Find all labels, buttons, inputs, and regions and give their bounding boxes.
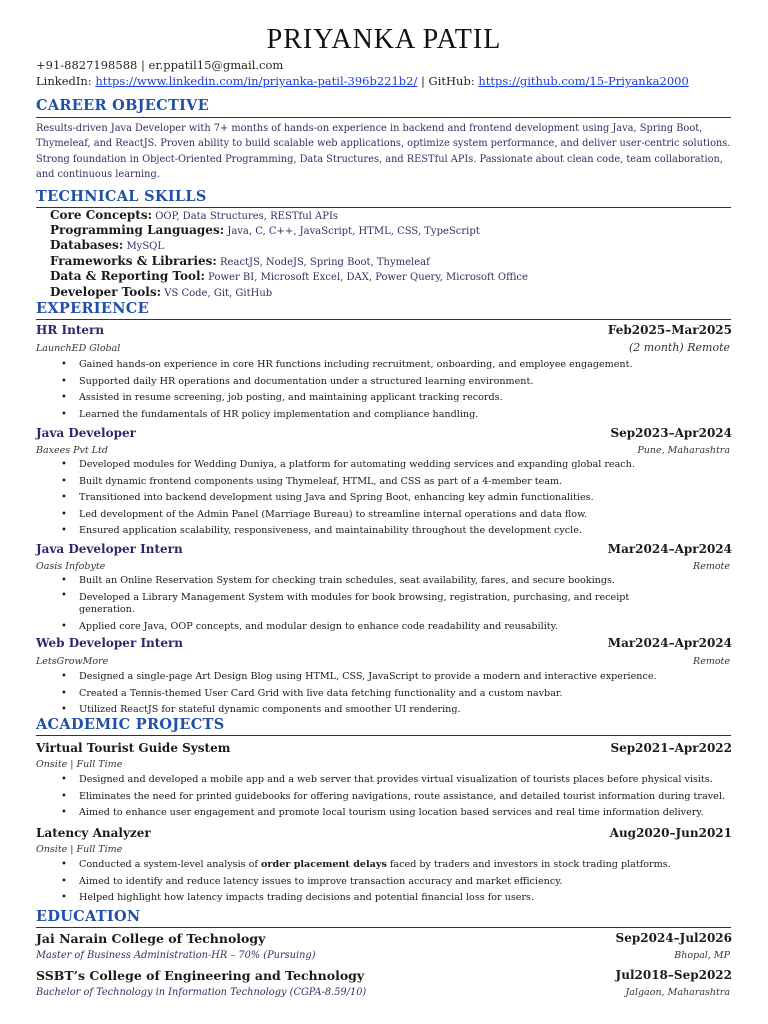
list-item: • Designed and developed a mobile app and a web server that provides virtual visualization of tourists places before physical visits. [79,772,739,789]
project-dates: Aug2020–Jun2021 [609,826,732,840]
skill-label: Core Concepts: [50,208,153,222]
skill-databases [50,238,164,252]
list-item: • Created a Tennis-themed User Card Grid with live data fetching functionality and a custom navbar. [79,686,729,703]
job-organization: Baxees Pvt Ltd [36,445,108,456]
contact-links [36,74,689,88]
school-name: SSBT’s College of Engineering and Technology [36,968,365,983]
job-organization: Oasis Infobyte [36,561,106,572]
list-item: • Aimed to enhance user engagement and promote local tourism using location based services and real time information delivery. [79,805,739,822]
bullet-text: Conducted a system-level analysis of [79,859,262,870]
school-name: Jai Narain College of Technology [36,931,266,946]
skill-label: Programming Languages: [50,223,225,237]
section-divider [36,735,731,736]
skill-value: MySQL [126,241,165,252]
list-item: • Helped highlight how latency impacts trading decisions and potential financial loss for users. [79,890,739,907]
job-bullets [79,457,729,540]
education-heading: EDUCATION [36,908,141,925]
section-divider [36,927,731,928]
skill-value: Power BI, Microsoft Excel, DAX, Power Query, Microsoft Office [208,272,528,283]
bullet-emphasis: order placement delays [261,859,387,870]
skill-label: Data & Reporting Tool: [50,269,205,283]
github-link[interactable]: https://github.com/15-Priyanka2000 [478,74,689,88]
job-location: Pune, Maharashtra [637,445,730,456]
skill-value: ReactJS, NodeJS, Spring Boot, Thymeleaf [220,257,430,268]
project-bullets [79,772,739,822]
degree: Bachelor of Technology in Information Technology (CGPA-8.59/10) [36,987,367,998]
skill-label: Databases: [50,238,124,252]
list-item: • Transitioned into backend development using Java and Spring Boot, enhancing key admin functionalities. [79,490,729,507]
job-title: Java Developer Intern [36,542,183,556]
project-title: Virtual Tourist Guide System [36,741,231,755]
job-bullets [79,573,639,635]
job-dates: Mar2024–Apr2024 [607,636,732,650]
education-location: Jalgaon, Maharashtra [625,987,730,998]
list-item: • Aimed to identify and reduce latency issues to improve transaction accuracy and market efficiency. [79,874,739,891]
list-item: • Eliminates the need for printed guidebooks for offering navigations, route assistance, and detailed tourist information during travel. [79,789,739,806]
job-organization: LaunchED Global [36,343,121,354]
candidate-name: PRIYANKA PATIL [266,24,502,55]
job-location: (2 month) Remote [629,341,730,354]
skill-label: Developer Tools: [50,285,162,299]
project-bullets [79,857,739,907]
section-divider [36,319,731,320]
job-dates: Feb2025–Mar2025 [607,323,732,337]
job-title: Web Developer Intern [36,636,183,650]
experience-heading: EXPERIENCE [36,300,149,317]
project-dates: Sep2021–Apr2022 [610,741,732,755]
linkedin-link[interactable]: https://www.linkedin.com/in/priyanka-patil-396b221b2/ [95,74,418,88]
education-dates: Jul2018–Sep2022 [615,968,732,982]
project-mode: Onsite | Full Time [36,844,123,855]
project-title: Latency Analyzer [36,826,151,840]
list-item: • Supported daily HR operations and documentation under a structured learning environment. [79,374,659,391]
skill-value: VS Code, Git, GitHub [164,288,273,299]
job-organization: LetsGrowMore [36,656,109,667]
education-dates: Sep2024–Jul2026 [615,931,732,945]
skill-programming-languages [50,223,480,237]
skill-value: OOP, Data Structures, RESTful APIs [155,211,339,222]
list-item: • Assisted in resume screening, job posting, and maintaining applicant tracking records. [79,390,659,407]
job-title: HR Intern [36,323,105,337]
section-divider [36,117,731,118]
skill-value: Java, C, C++, JavaScript, HTML, CSS, TypeScript [227,226,480,237]
list-item: • Built an Online Reservation System for checking train schedules, seat availability, fares, and secure bookings. [79,573,639,590]
academic-projects-heading: ACADEMIC PROJECTS [36,716,225,733]
technical-skills-heading: TECHNICAL SKILLS [36,188,207,205]
career-objective-text: Results-driven Java Developer with 7+ months of hands-on experience in backend and frontend development using Java, Spring Boot, Thymeleaf, and ReactJS. Proven ability to build scalable web applications, optimize system performance, and deliver user-centric solutions. Strong foundation in Object-Oriented Programming, Data Structures, and RESTful APIs. Passionate about clean code, team collaboration, and continuous learning. [36,123,731,180]
job-bullets [79,669,729,719]
contact-phone-email: +91-8827198588 | er.ppatil15@gmail.com [36,58,284,72]
degree: Master of Business Administration-HR – 70% (Pursuing) [36,950,316,961]
list-item: • Learned the fundamentals of HR policy implementation and compliance handling. [79,407,659,424]
career-objective-heading: CAREER OBJECTIVE [36,97,210,114]
education-location: Bhopal, MP [674,950,730,961]
job-dates: Mar2024–Apr2024 [607,542,732,556]
list-item: • Led development of the Admin Panel (Marriage Bureau) to streamline internal operations and data flow. [79,507,729,524]
list-item: • Developed a Library Management System with modules for book browsing, registration, purchasing, and receipt generation. [79,590,639,619]
list-item: • Gained hands-on experience in core HR functions including recruitment, onboarding, and employee engagement. [79,357,659,374]
list-item: • Designed a single-page Art Design Blog using HTML, CSS, JavaScript to provide a modern and interactive experience. [79,669,729,686]
job-location: Remote [693,561,730,572]
skill-data-reporting [50,269,528,283]
github-label: | GitHub: [421,74,475,88]
job-location: Remote [693,656,730,667]
skill-frameworks [50,254,430,268]
bullet-text: faced by traders and investors in stock trading platforms. [386,859,671,870]
list-item: • Developed modules for Wedding Duniya, a platform for automating wedding services and expanding global reach. [79,457,729,474]
list-item [79,857,739,874]
skill-developer-tools [50,285,272,299]
list-item: • Ensured application scalability, responsiveness, and maintainability throughout the development cycle. [79,523,729,540]
linkedin-label: LinkedIn: [36,74,92,88]
list-item: • Built dynamic frontend components using Thymeleaf, HTML, and CSS as part of a 4-member team. [79,474,729,491]
project-mode: Onsite | Full Time [36,759,123,770]
skill-label: Frameworks & Libraries: [50,254,217,268]
skill-core-concepts [50,208,338,222]
list-item: • Utilized ReactJS for stateful dynamic components and smoother UI rendering. [79,702,729,719]
job-bullets [79,357,659,423]
job-title: Java Developer [36,426,136,440]
job-dates: Sep2023–Apr2024 [610,426,732,440]
list-item: • Applied core Java, OOP concepts, and modular design to enhance code readability and reusability. [79,619,639,636]
